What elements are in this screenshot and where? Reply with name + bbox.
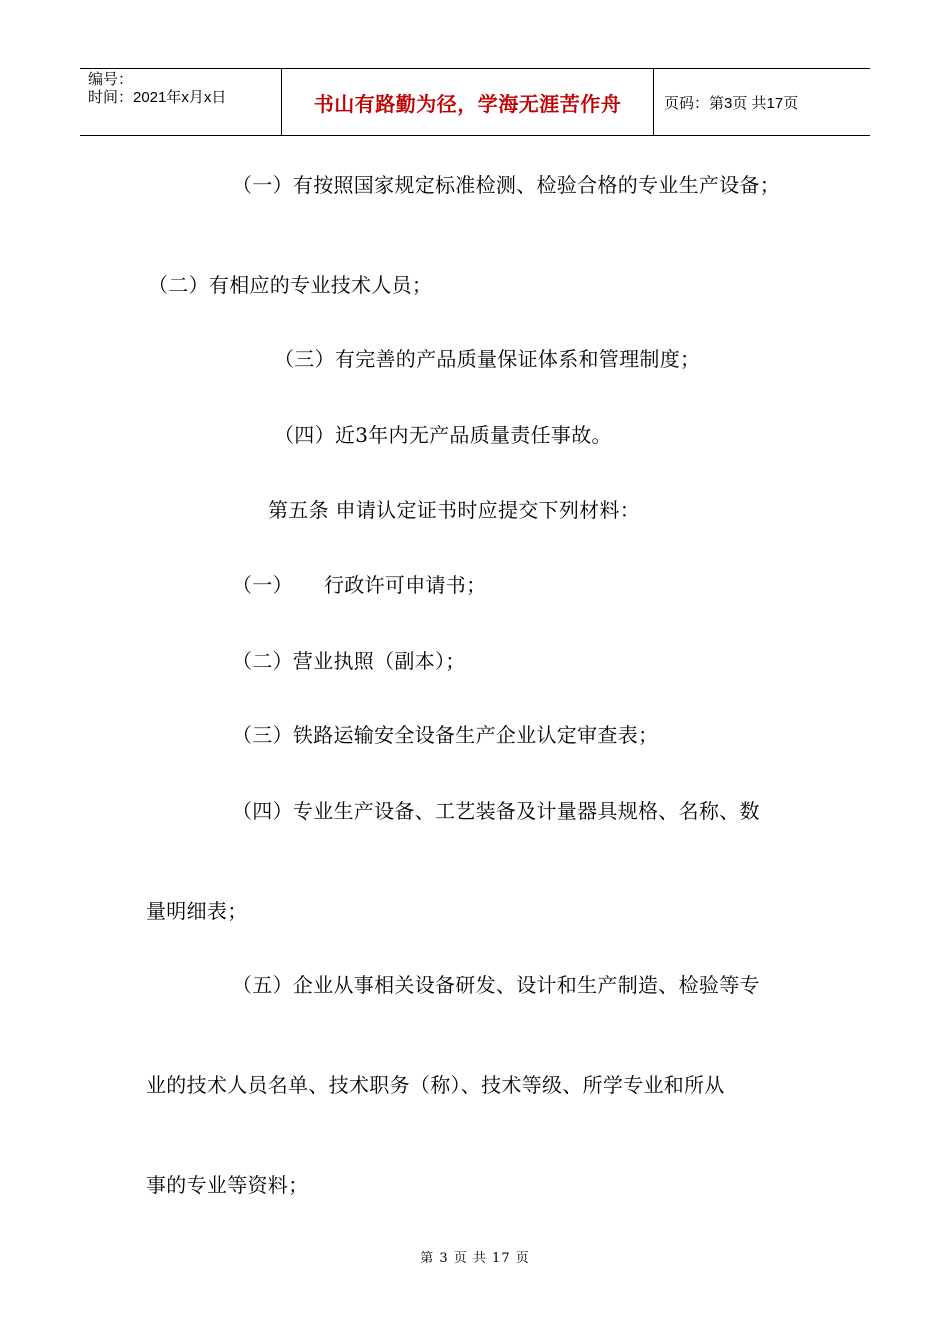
- page-header: [80, 68, 870, 136]
- list-item-3: （三）铁路运输安全设备生产企业认定审查表；: [232, 723, 659, 747]
- paragraph-2: （二）有相应的专业技术人员；: [148, 273, 433, 297]
- list-item-5-line-3: 事的专业等资料；: [146, 1173, 309, 1197]
- list-item-2: （二）营业执照（副本）；: [232, 649, 466, 673]
- paragraph-4: （四）近3年内无产品质量责任事故。: [274, 423, 612, 447]
- list-item-5-line-2: 业的技术人员名单、技术职务（称）、技术等级、所学专业和所从: [146, 1073, 725, 1097]
- article-5-heading: 第五条 申请认定证书时应提交下列材料：: [268, 498, 641, 522]
- header-meta-cell: [80, 69, 282, 135]
- list-item-4-line-2: 量明细表；: [146, 899, 248, 923]
- header-motto: 书山有路勤为径，学海无涯苦作舟: [282, 69, 654, 135]
- list-item-1-marker: （一）: [232, 573, 293, 597]
- paragraph-1: （一）有按照国家规定标准检测、检验合格的专业生产设备；: [232, 173, 781, 197]
- list-item-1-text: 行政许可申请书；: [324, 573, 487, 597]
- header-date-label: 时间：2021年x月x日: [88, 89, 227, 106]
- header-number-label: 编号：: [88, 71, 134, 88]
- header-page-label: 页码：第3页 共17页: [664, 94, 799, 112]
- list-item-4-line-1: （四）专业生产设备、工艺装备及计量器具规格、名称、数: [232, 799, 760, 823]
- page-footer: 第 3 页 共 17 页: [420, 1251, 530, 1266]
- paragraph-3: （三）有完善的产品质量保证体系和管理制度；: [274, 347, 701, 371]
- list-item-5-line-1: （五）企业从事相关设备研发、设计和生产制造、检验等专: [232, 973, 760, 997]
